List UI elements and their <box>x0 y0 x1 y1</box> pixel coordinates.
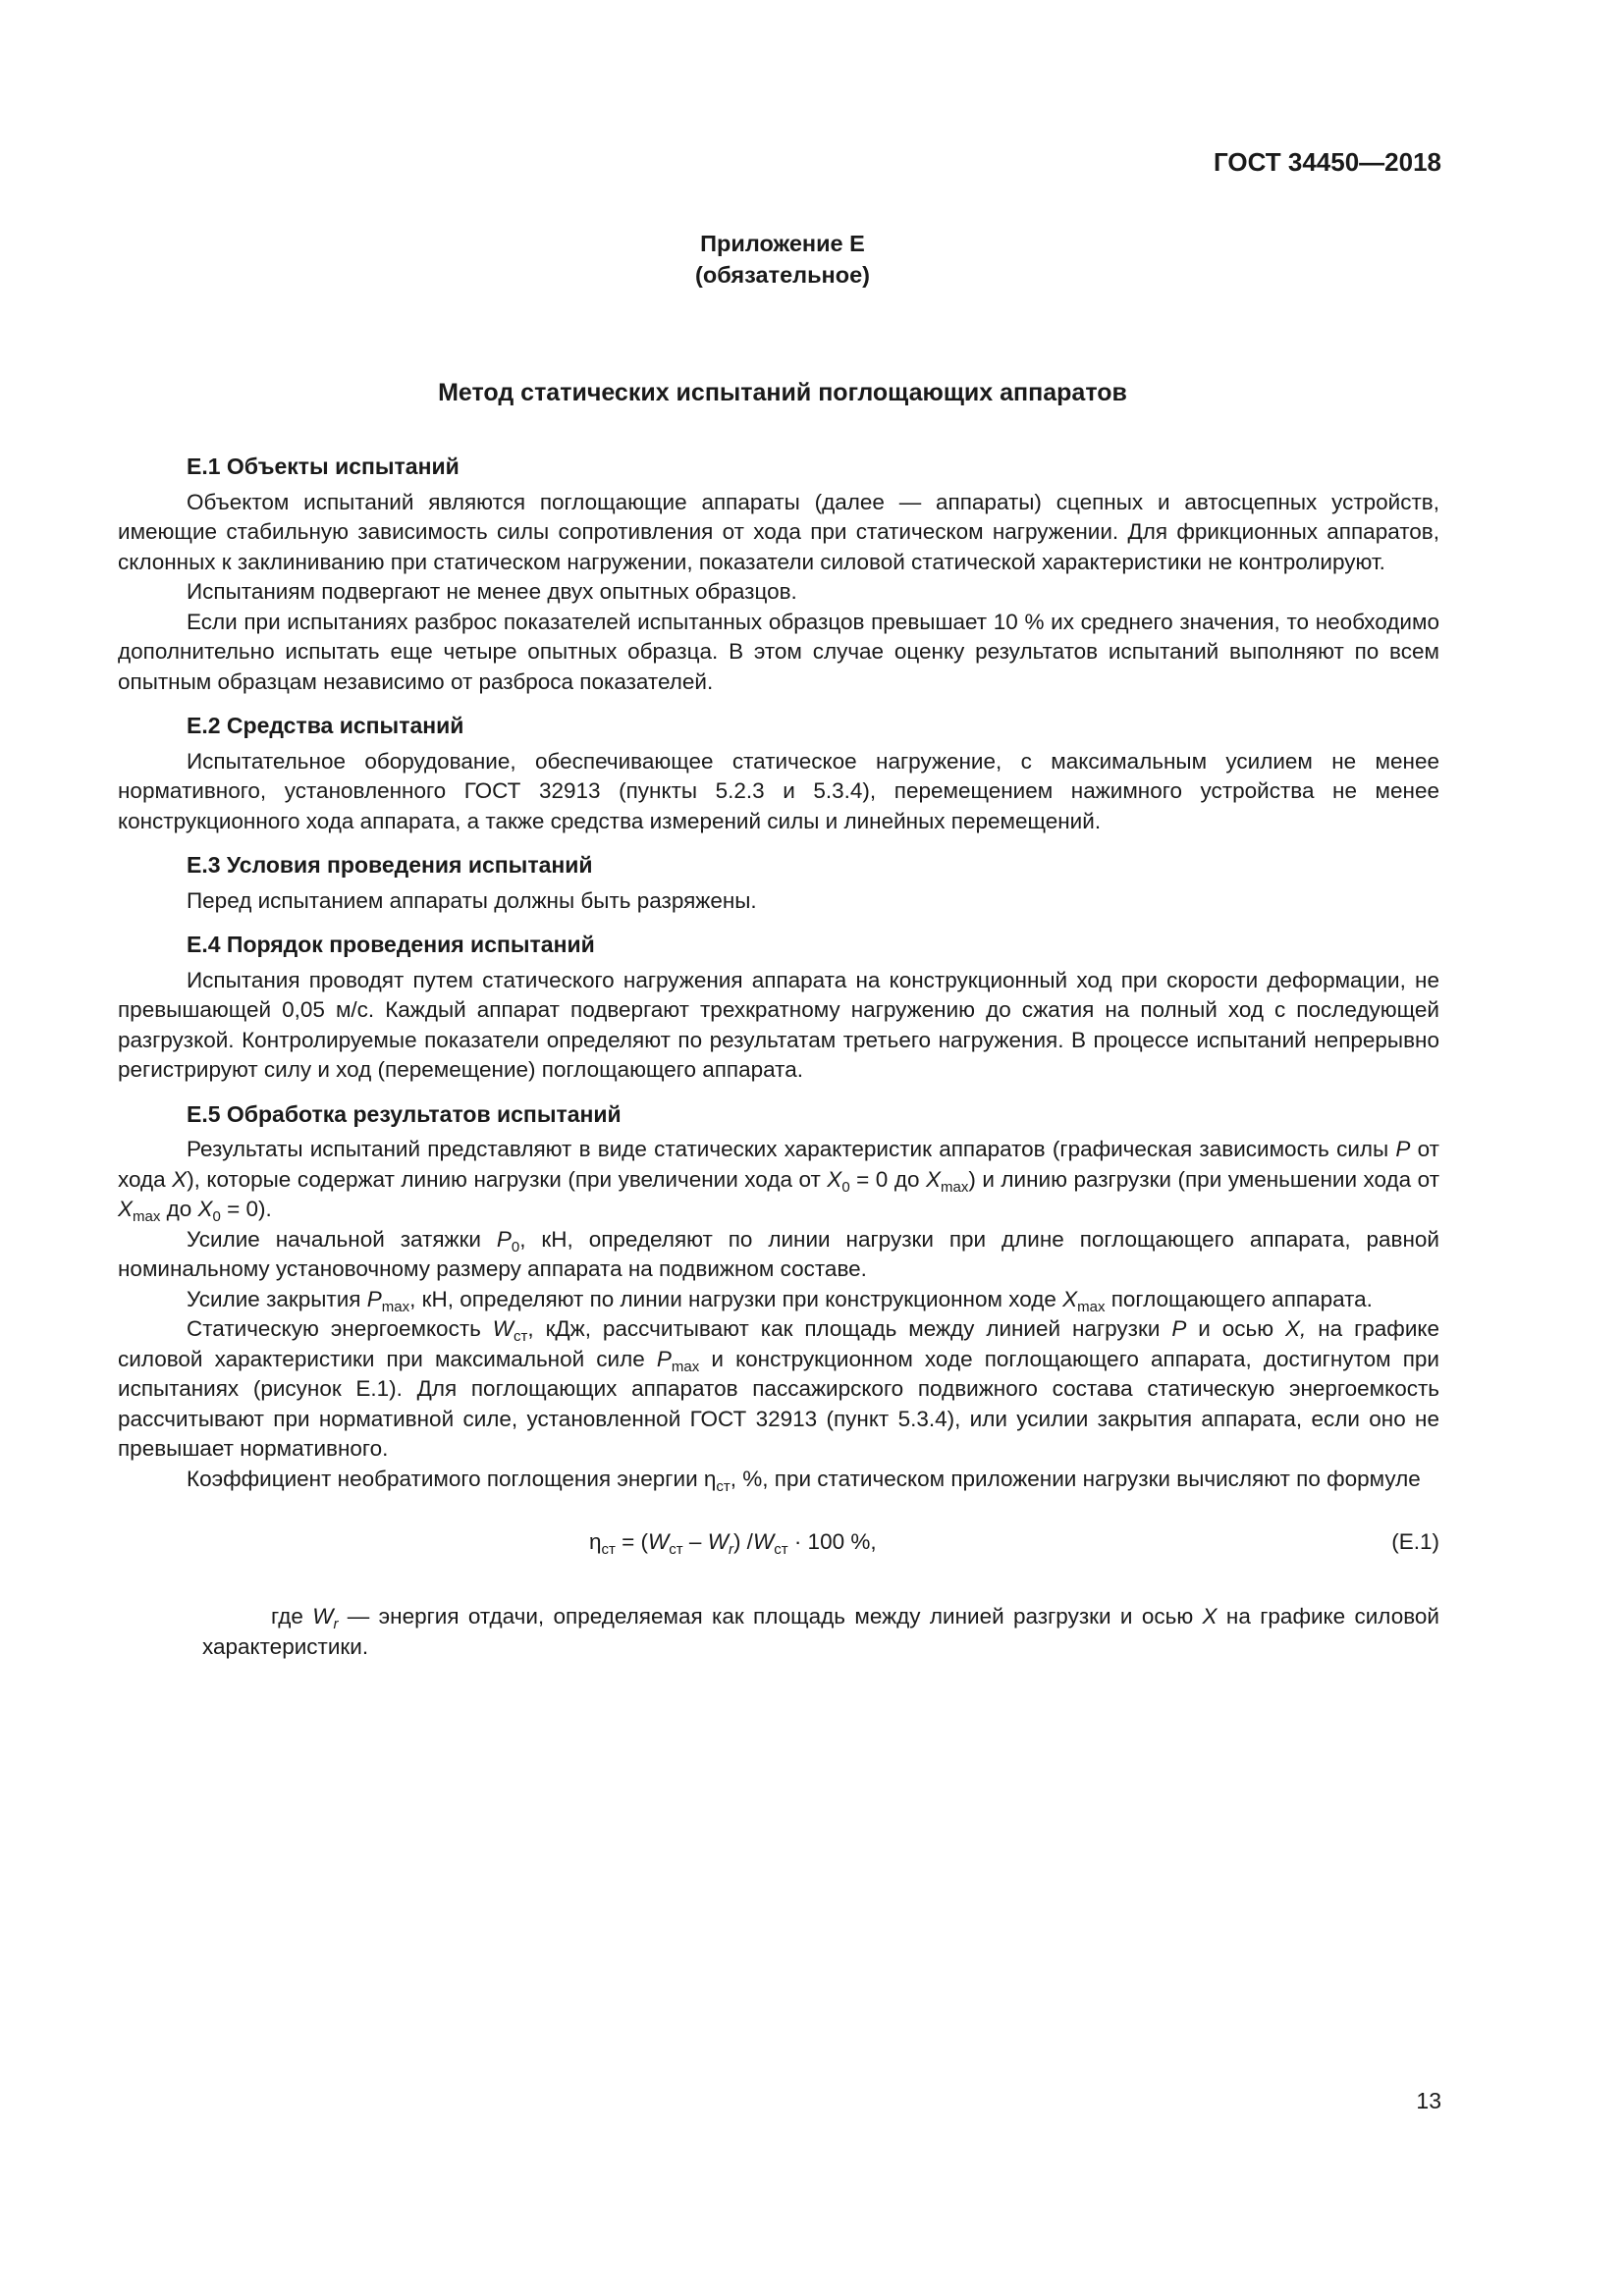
main-title: Метод статических испытаний поглощающих аппаратов <box>438 379 1127 406</box>
annex-header <box>0 228 1565 291</box>
paragraph: Если при испытаниях разброс показателей испытанных образцов превышает 10 % их среднего значения, то необходимо дополнительно испытать еще четыре опытных образца. В этом случае оценку результатов испытаний выполняют по всем опытным образцам независимо от разброса показателей. <box>118 609 1439 694</box>
section-heading: Е.1 Объекты испытаний <box>187 454 460 479</box>
paragraph: Объектом испытаний являются поглощающие аппараты (далее — аппараты) сцепных и автосцепных устройств, имеющие стабильную зависимость силы сопротивления от хода при статическом нагружении. Для фрикционных аппаратов, склонных к заклиниванию при статическом нагружении, показатели силовой статической характеристики не контролируют. <box>118 489 1439 574</box>
standard-designation: ГОСТ 34450—2018 <box>1214 147 1441 177</box>
paragraph: Испытания проводят путем статического нагружения аппарата на конструкционный ход при скорости деформации, не превышающей 0,05 м/с. Каждый аппарат подвергают трехкратному нагружению до сжатия на полный ход с последующей разгрузкой. Контролируемые показатели определяют по результатам третьего нагружения. В процессе испытаний непрерывно регистрируют силу и ход (перемещение) поглощающего аппарата. <box>118 967 1439 1082</box>
annex-status: (обязательное) <box>695 262 870 288</box>
section-heading: Е.2 Средства испытаний <box>187 713 464 738</box>
paragraph: Испытательное оборудование, обеспечивающее статическое нагружение, с максимальным усилием не менее нормативного, установленного ГОСТ 32913 (пункты 5.2.3 и 5.3.4), перемещением нажимного устройства не менее конструкционного хода аппарата, а также средства измерений силы и линейных перемещений. <box>118 748 1439 833</box>
formula-e1 <box>118 1527 1439 1567</box>
formula-expression: $\eta_{ст} = (W_{ст} - W_r) /W_{ст} \cdot 100$ %, <box>589 1529 877 1558</box>
section-heading: Е.4 Порядок проведения испытаний <box>187 932 595 957</box>
annex-title: Приложение Е <box>700 231 865 256</box>
section-e4 <box>118 930 1439 1086</box>
section-heading: Е.5 Обработка результатов испытаний <box>187 1100 622 1127</box>
section-e3 <box>118 850 1439 916</box>
section-heading: Е.3 Условия проведения испытаний <box>187 852 593 878</box>
paragraph: Усилие закрытия $P_{max}$, кН, определяют по линии нагрузки при конструкционном ходе $X_{max}$ поглощающего аппарата. <box>187 1286 1373 1315</box>
section-e5 <box>118 1099 1439 1663</box>
section-e2 <box>118 711 1439 836</box>
paragraph: Испытаниям подвергают не менее двух опытных образцов. <box>187 579 797 604</box>
paragraph: Перед испытанием аппараты должны быть разряжены. <box>187 887 757 913</box>
paragraph: Коэффициент необратимого поглощения энергии $\eta_{ст}$, %, при статическом приложении нагрузки вычисляют по формуле <box>187 1466 1421 1495</box>
page-number: 13 <box>1416 2088 1441 2113</box>
formula-number: (Е.1) <box>1391 1529 1439 1554</box>
section-e1 <box>118 452 1439 697</box>
paragraph: Усилие начальной затяжки $P_0$, кН, определяют по линии нагрузки при длине поглощающего аппарата, равной номинальному установочному размеру аппарата на подвижном составе. <box>118 1226 1439 1281</box>
paragraph: Результаты испытаний представляют в виде статических характеристик аппаратов (графическая зависимость силы P от хода X), которые содержат линию нагрузки (при увеличении хода от $X_0 = 0$ до $X_{max}$) и линию разгрузки (при уменьшении хода от $X_{max}$ до $X_0 = 0$). <box>118 1137 1439 1225</box>
formula-explanation: где $W_r$ — энергия отдачи, определяемая как площадь между линией разгрузки и осью X на графике силовой характеристики. <box>202 1604 1439 1659</box>
paragraph: Статическую энергоемкость $W_{ст}$, кДж, рассчитывают как площадь между линией нагрузки P и осью X, на графике силовой характеристики при максимальной силе $P_{max}$ и конструкционном ходе поглощающего аппарата, достигнутом при испытаниях (рисунок Е.1). Для поглощающих аппаратов пассажирского подвижного состава статическую энергоемкость рассчитывают при нормативной силе, установленной ГОСТ 32913 (пункт 5.3.4), или усилии закрытия аппарата, если оно не превышает нормативного. <box>118 1316 1439 1461</box>
document-body <box>118 452 1439 1662</box>
